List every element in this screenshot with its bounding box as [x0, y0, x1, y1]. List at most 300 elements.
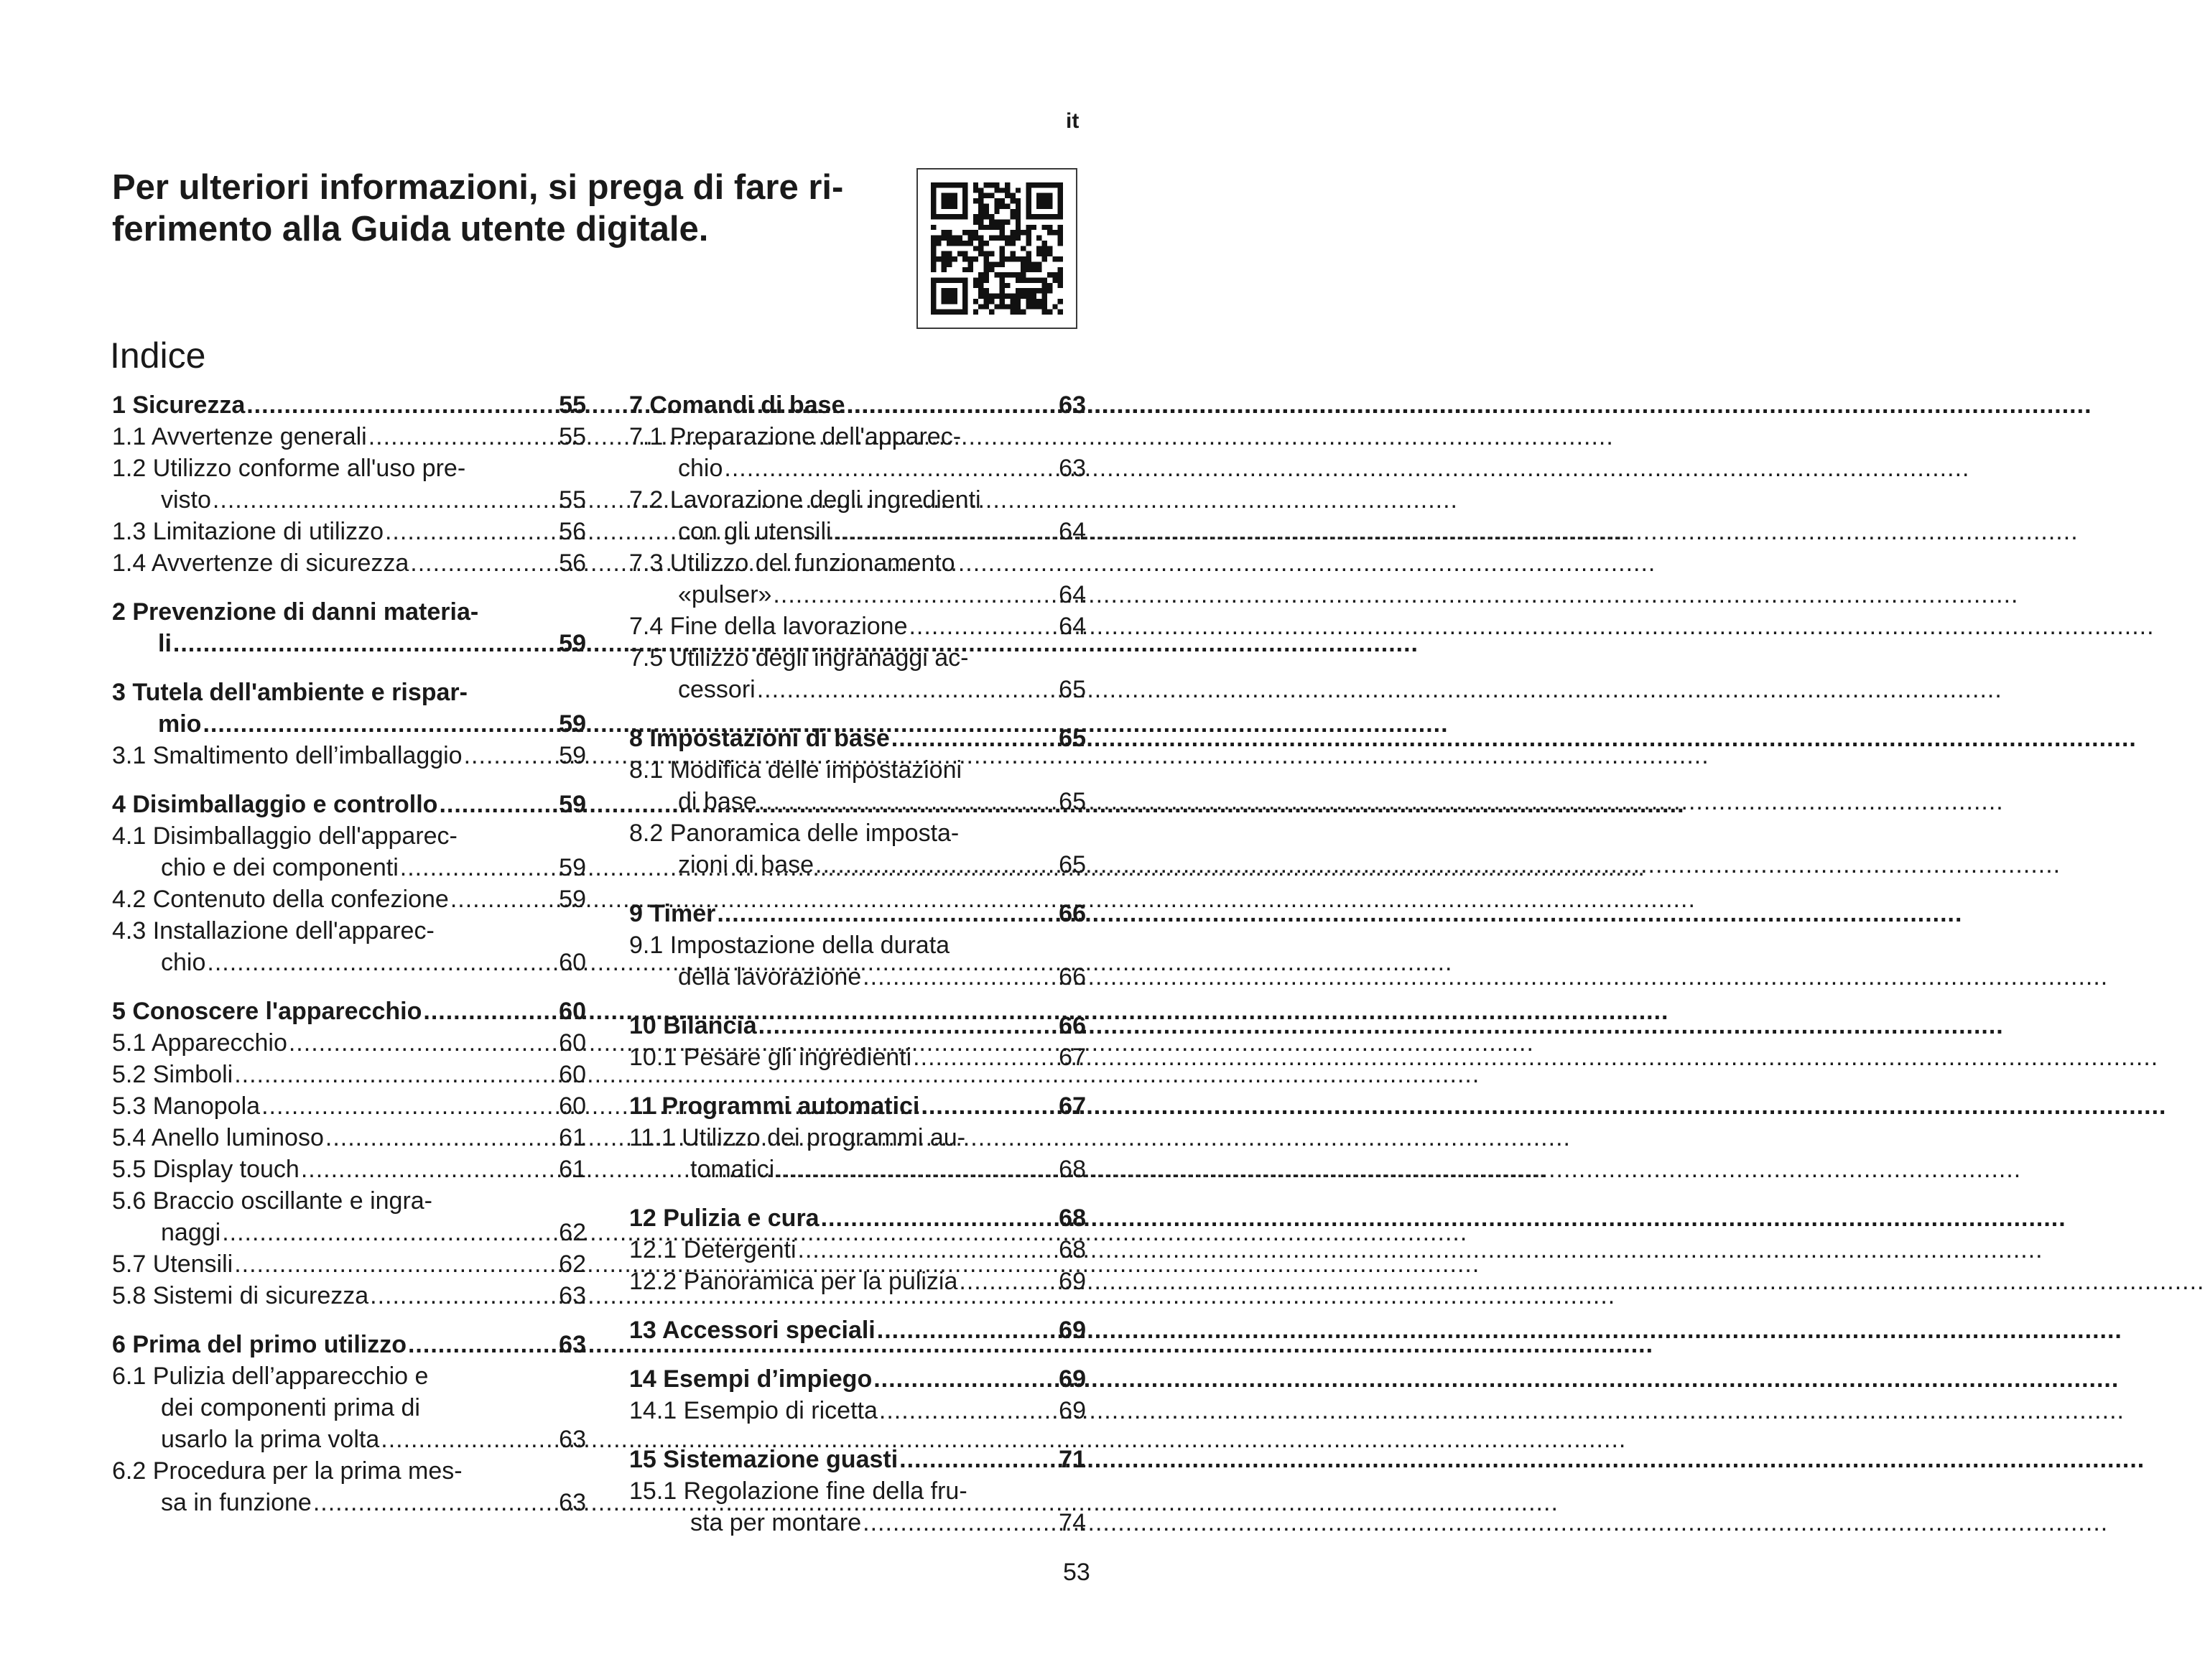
- toc-subsection-entry[interactable]: [112, 547, 586, 579]
- toc-entry-line: [112, 677, 586, 708]
- toc-entry-line: [629, 1010, 1086, 1041]
- toc-subsection-entry[interactable]: [629, 1475, 1086, 1539]
- headline-line: ferimento alla Guida utente digitale.: [112, 210, 709, 249]
- toc-entry-title: Prima del primo utilizzo: [132, 1331, 407, 1358]
- toc-entry-title: visto: [161, 486, 211, 514]
- toc-leader-dots: [173, 628, 550, 659]
- toc-subsection-entry[interactable]: [629, 484, 1086, 547]
- toc-subsection-entry[interactable]: [629, 642, 1086, 705]
- toc-page-number: 60: [559, 949, 586, 976]
- toc-entry-number: 4: [112, 791, 126, 818]
- toc-entry-number: 12.2: [629, 1268, 677, 1295]
- toc-entry-number: 7.2: [629, 486, 664, 514]
- toc-entry-line: [112, 1487, 586, 1518]
- toc-entry-line: [112, 484, 586, 516]
- toc-section: [629, 723, 1086, 881]
- toc-leader-dots: [798, 1234, 1051, 1266]
- toc-entry-line: [629, 484, 1086, 516]
- toc-entry-line: [112, 1154, 586, 1185]
- toc-entry-line: [112, 1185, 586, 1217]
- toc-leader-dots: [408, 1329, 550, 1360]
- toc-section-entry[interactable]: [629, 1010, 1086, 1041]
- toc-subsection-entry[interactable]: [112, 740, 586, 771]
- toc-section: [629, 898, 1086, 993]
- toc-section-entry[interactable]: [629, 723, 1086, 754]
- toc-entry-title: naggi: [161, 1219, 221, 1246]
- toc-entry-number: 4.2: [112, 886, 147, 913]
- toc-entry-title: Sistemi di sicurezza: [152, 1282, 369, 1309]
- toc-entry-title: Utilizzo del funzionamento: [669, 549, 955, 577]
- toc-entry-line: [112, 1217, 586, 1248]
- toc-entry-number: 5: [112, 998, 126, 1025]
- toc-section-entry[interactable]: [629, 1090, 1086, 1122]
- toc-entry-line: [112, 1090, 586, 1122]
- toc-page-number: 59: [559, 630, 586, 657]
- toc-page-number: 59: [559, 742, 586, 769]
- toc-entry-number: 2: [112, 598, 126, 626]
- toc-entry-title: Panoramica delle imposta-: [669, 820, 960, 847]
- toc-entry-title: di base: [678, 788, 757, 815]
- toc-subsection-entry[interactable]: [112, 1090, 586, 1122]
- toc-column-right: [629, 389, 1086, 1556]
- toc-entry-title: Programmi automatici: [662, 1092, 920, 1120]
- toc-entry-title: chio e dei componenti: [161, 854, 399, 881]
- toc-entry-number: 11.1: [629, 1124, 675, 1151]
- toc-section-entry[interactable]: [112, 596, 586, 659]
- toc-entry-title: cessori: [678, 676, 756, 703]
- toc-entry-number: 5.8: [112, 1282, 147, 1309]
- toc-entry-line: [629, 961, 1086, 993]
- toc-subsection-entry[interactable]: [112, 1455, 586, 1518]
- toc-section: [629, 1202, 1086, 1297]
- toc-entry-number: 3.1: [112, 742, 147, 769]
- toc-section-entry[interactable]: [112, 996, 586, 1027]
- toc-entry-number: 5.7: [112, 1250, 147, 1278]
- toc-entry-number: 9.1: [629, 932, 664, 959]
- toc-section-entry[interactable]: [112, 389, 586, 421]
- toc-entry-number: 10: [629, 1012, 656, 1039]
- toc-leader-dots: [381, 1424, 550, 1455]
- toc-page-number: 69: [1059, 1268, 1086, 1295]
- toc-entry-line: [112, 789, 586, 820]
- toc-page-number: 66: [1059, 1012, 1086, 1039]
- toc-entry-title: Avvertenze di sicurezza: [151, 549, 409, 577]
- toc-entry-line: [112, 708, 586, 740]
- toc-entry-line: [629, 1122, 1086, 1154]
- toc-leader-dots: [757, 674, 1050, 705]
- toc-entry-title: Impostazioni di base: [649, 725, 890, 752]
- toc-leader-dots: [464, 740, 551, 771]
- toc-entry-number: 14: [629, 1365, 656, 1393]
- toc-page-number: 59: [559, 854, 586, 881]
- toc-entry-line: [112, 1027, 586, 1059]
- toc-entry-number: 13: [629, 1317, 656, 1344]
- toc-page-number: 64: [1059, 613, 1086, 640]
- toc-section: [112, 389, 586, 579]
- toc-page-number: 56: [559, 549, 586, 577]
- toc-subsection-entry[interactable]: [112, 1360, 586, 1455]
- toc-subsection-entry[interactable]: [629, 547, 1086, 611]
- toc-entry-number: 8.1: [629, 756, 664, 784]
- toc-entry-line: [629, 754, 1086, 786]
- toc-page-number: 69: [1059, 1365, 1086, 1393]
- toc-subsection-entry[interactable]: [112, 915, 586, 978]
- toc-entry-number: 1.4: [112, 549, 147, 577]
- toc-leader-dots: [863, 961, 1050, 993]
- toc-leader-dots: [450, 883, 550, 915]
- toc-entry-number: 5.1: [112, 1029, 147, 1057]
- toc-entry-title: Simboli: [152, 1061, 233, 1088]
- toc-section: [629, 1314, 1086, 1346]
- toc-subsection-entry[interactable]: [112, 1185, 586, 1248]
- toc-page-number: 56: [559, 518, 586, 545]
- toc-subsection-entry[interactable]: [112, 421, 586, 453]
- toc-entry-title: Panoramica per la pulizia: [683, 1268, 958, 1295]
- toc-entry-number: 11: [629, 1092, 655, 1120]
- toc-entry-title: Detergenti: [683, 1236, 797, 1263]
- toc-leader-dots: [959, 1266, 1050, 1297]
- toc-entry-line: [629, 674, 1086, 705]
- toc-entry-title: tomatici: [690, 1156, 775, 1183]
- toc-entry-title: Pesare gli ingredienti: [683, 1044, 912, 1071]
- toc-subsection-entry[interactable]: [112, 1154, 586, 1185]
- toc-entry-line: [112, 1329, 586, 1360]
- toc-leader-dots: [899, 1444, 1050, 1475]
- toc-entry-line: [629, 1234, 1086, 1266]
- toc-entry-line: [112, 996, 586, 1027]
- toc-leader-dots: [724, 453, 1050, 484]
- toc-leader-dots: [921, 1090, 1050, 1122]
- toc-entry-title: Braccio oscillante e ingra-: [152, 1187, 433, 1215]
- toc-page-number: 59: [559, 710, 586, 738]
- toc-entry-number: 10.1: [629, 1044, 677, 1071]
- toc-entry-title: Prevenzione di danni materia-: [132, 598, 479, 626]
- toc-entry-line: [629, 579, 1086, 611]
- toc-entry-title: Disimballaggio e controllo: [132, 791, 438, 818]
- toc-entry-title: Fine della lavorazione: [669, 613, 908, 640]
- toc-leader-dots: [717, 898, 1050, 929]
- toc-entry-line: [629, 421, 1086, 453]
- toc-leader-dots: [773, 579, 1050, 611]
- toc-entry-title: Impostazione della durata: [669, 932, 950, 959]
- toc-section: [112, 677, 586, 771]
- toc-page-number: 66: [1059, 963, 1086, 990]
- toc-entry-number: 5.4: [112, 1124, 147, 1151]
- toc-entry-line: [629, 611, 1086, 642]
- toc-entry-number: 7.4: [629, 613, 664, 640]
- toc-entry-number: 4.1: [112, 822, 147, 850]
- toc-leader-dots: [913, 1041, 1050, 1073]
- toc-section-entry[interactable]: [112, 677, 586, 740]
- toc-subsection-entry[interactable]: [112, 1027, 586, 1059]
- toc-entry-number: 6.2: [112, 1457, 147, 1485]
- toc-entry-number: 4.3: [112, 917, 147, 945]
- toc-entry-number: 1: [112, 391, 126, 419]
- toc-subsection-entry[interactable]: [629, 1234, 1086, 1266]
- toc-entry-number: 7: [629, 391, 643, 419]
- toc-entry-line: [112, 820, 586, 852]
- toc-entry-line: [629, 642, 1086, 674]
- toc-entry-line: [112, 453, 586, 484]
- toc-section-entry[interactable]: [629, 389, 1086, 421]
- toc-entry-line: [112, 1424, 586, 1455]
- toc-leader-dots: [815, 849, 1050, 881]
- toc-entry-line: [629, 723, 1086, 754]
- toc-page-number: 60: [559, 1029, 586, 1057]
- toc-entry-title: Limitazione di utilizzo: [152, 518, 384, 545]
- toc-entry-title: chio: [161, 949, 206, 976]
- toc-entry-line: [112, 516, 586, 547]
- toc-entry-number: 5.3: [112, 1092, 147, 1120]
- toc-page-number: 63: [1059, 455, 1086, 482]
- toc-page-number: 67: [1059, 1092, 1086, 1120]
- toc-section: [629, 1010, 1086, 1073]
- toc-subsection-entry[interactable]: [112, 1122, 586, 1154]
- toc-leader-dots: [400, 852, 550, 883]
- toc-page-number: 68: [1059, 1156, 1086, 1183]
- toc-entry-title: li: [158, 630, 172, 657]
- toc-subsection-entry[interactable]: [112, 1280, 586, 1312]
- toc-page-number: 63: [559, 1331, 586, 1358]
- toc-entry-title: Lavorazione degli ingredienti: [669, 486, 981, 514]
- toc-page-number: 65: [1059, 676, 1086, 703]
- toc-section-entry[interactable]: [629, 898, 1086, 929]
- toc-entry-title: Pulizia dell’apparecchio e: [152, 1363, 429, 1390]
- toc-entry-line: [629, 516, 1086, 547]
- toc-page-number: 71: [1059, 1446, 1086, 1473]
- toc-page-number: 68: [1059, 1236, 1086, 1263]
- toc-subsection-entry[interactable]: [629, 754, 1086, 817]
- toc-subsection-entry[interactable]: [629, 1041, 1086, 1073]
- toc-section-entry[interactable]: [112, 789, 586, 820]
- toc-subsection-entry[interactable]: [629, 1395, 1086, 1426]
- toc-entry-line: [112, 1059, 586, 1090]
- toc-section: [112, 789, 586, 978]
- toc-leader-dots: [846, 389, 1050, 421]
- toc-entry-number: 5.6: [112, 1187, 147, 1215]
- toc-entry-title: Tutela dell'ambiente e rispar-: [132, 679, 468, 706]
- toc-page-number: 65: [1059, 788, 1086, 815]
- toc-entry-title: Esempi d’impiego: [663, 1365, 873, 1393]
- toc-page-number: 55: [559, 486, 586, 514]
- toc-entry-title: Contenuto della confezione: [152, 886, 449, 913]
- toc-entry-title: mio: [158, 710, 202, 738]
- toc-leader-dots: [313, 1487, 550, 1518]
- toc-entry-title: Utensili: [152, 1250, 233, 1278]
- toc-entry-line: [629, 1090, 1086, 1122]
- toc-entry-title: Utilizzo degli ingranaggi ac-: [669, 644, 969, 672]
- toc-subsection-entry[interactable]: [629, 817, 1086, 881]
- toc-page-number: 67: [1059, 1044, 1086, 1071]
- toc-page-number: 59: [559, 886, 586, 913]
- toc-subsection-entry[interactable]: [112, 883, 586, 915]
- toc-entry-title: zioni di base: [678, 851, 814, 878]
- toc-page-number: 61: [559, 1156, 586, 1183]
- toc-entry-number: 5.5: [112, 1156, 147, 1183]
- toc-subsection-entry[interactable]: [629, 421, 1086, 484]
- toc-section-entry[interactable]: [629, 1444, 1086, 1475]
- toc-entry-title: chio: [678, 455, 723, 482]
- toc-entry-number: 14.1: [629, 1397, 677, 1424]
- toc-entry-number: 15: [629, 1446, 656, 1473]
- toc-entry-line: [629, 453, 1086, 484]
- toc-page-number: 55: [559, 423, 586, 450]
- toc-page-number: 62: [559, 1250, 586, 1278]
- toc-entry-title: Sistemazione guasti: [663, 1446, 899, 1473]
- toc-entry-title: Pulizia e cura: [663, 1205, 820, 1232]
- toc-leader-dots: [289, 1027, 550, 1059]
- toc-entry-title: Conoscere l'apparecchio: [132, 998, 422, 1025]
- toc-entry-number: 7.3: [629, 549, 664, 577]
- toc-page-number: 68: [1059, 1205, 1086, 1232]
- toc-entry-line: [629, 1475, 1086, 1507]
- toc-entry-title: Regolazione fine della fru-: [683, 1477, 967, 1505]
- toc-column-left: [112, 389, 586, 1536]
- toc-subsection-entry[interactable]: [629, 929, 1086, 993]
- toc-section: [112, 596, 586, 659]
- toc-leader-dots: [439, 789, 550, 820]
- toc-leader-dots: [410, 547, 550, 579]
- toc-section-entry[interactable]: [112, 1329, 586, 1360]
- toc-leader-dots: [758, 1010, 1051, 1041]
- toc-entry-title: della lavorazione: [678, 963, 862, 990]
- toc-entry-line: [112, 1392, 586, 1424]
- toc-entry-line: [112, 1360, 586, 1392]
- toc-subsection-entry[interactable]: [629, 611, 1086, 642]
- toc-entry-title: Display touch: [152, 1156, 300, 1183]
- toc-entry-line: [112, 628, 586, 659]
- toc-entry-line: [629, 1363, 1086, 1395]
- toc-leader-dots: [222, 1217, 550, 1248]
- toc-section: [629, 1363, 1086, 1426]
- toc-entry-title: Sicurezza: [132, 391, 246, 419]
- toc-entry-number: 8: [629, 725, 643, 752]
- toc-entry-line: [629, 817, 1086, 849]
- toc-title: Indice: [110, 335, 206, 376]
- toc-leader-dots: [423, 996, 550, 1027]
- toc-entry-line: [112, 421, 586, 453]
- toc-entry-title: Smaltimento dell’imballaggio: [152, 742, 463, 769]
- toc-leader-dots: [246, 389, 550, 421]
- toc-entry-line: [629, 786, 1086, 817]
- toc-page-number: 65: [1059, 725, 1086, 752]
- toc-leader-dots: [203, 708, 550, 740]
- toc-entry-title: con gli utensili: [678, 518, 832, 545]
- toc-page-number: 65: [1059, 851, 1086, 878]
- toc-entry-title: Esempio di ricetta: [683, 1397, 878, 1424]
- toc-entry-line: [112, 1280, 586, 1312]
- toc-entry-line: [112, 740, 586, 771]
- toc-section: [112, 1329, 586, 1518]
- toc-section-entry[interactable]: [629, 1202, 1086, 1234]
- toc-leader-dots: [234, 1059, 550, 1090]
- toc-entry-line: [629, 1395, 1086, 1426]
- toc-page-number: 60: [559, 998, 586, 1025]
- qr-code-icon[interactable]: [916, 168, 1077, 329]
- toc-entry-number: 1.1: [112, 423, 147, 450]
- headline-line: Per ulteriori informazioni, si prega di fare ri-: [112, 168, 844, 207]
- toc-entry-title: Utilizzo conforme all'uso pre-: [152, 455, 466, 482]
- toc-entry-title: Preparazione dell'apparec-: [669, 423, 962, 450]
- toc-entry-number: 1.2: [112, 455, 147, 482]
- toc-entry-title: usarlo la prima volta: [161, 1426, 380, 1453]
- toc-entry-title: Disimballaggio dell'apparec-: [152, 822, 458, 850]
- toc-leader-dots: [234, 1248, 550, 1280]
- toc-entry-number: 3: [112, 679, 126, 706]
- toc-entry-number: 5.2: [112, 1061, 147, 1088]
- toc-entry-line: [112, 1248, 586, 1280]
- toc-entry-line: [112, 883, 586, 915]
- toc-page-number: 55: [559, 391, 586, 419]
- toc-entry-line: [112, 947, 586, 978]
- toc-leader-dots: [261, 1090, 550, 1122]
- toc-subsection-entry[interactable]: [112, 820, 586, 883]
- toc-entry-line: [629, 1444, 1086, 1475]
- toc-leader-dots: [909, 611, 1050, 642]
- toc-subsection-entry[interactable]: [112, 453, 586, 516]
- toc-page-number: 60: [559, 1092, 586, 1120]
- toc-entry-number: 9: [629, 900, 643, 927]
- toc-subsection-entry[interactable]: [112, 1248, 586, 1280]
- toc-entry-title: «pulser»: [678, 581, 772, 608]
- toc-entry-title: Procedura per la prima mes-: [152, 1457, 463, 1485]
- toc-entry-line: [629, 1041, 1086, 1073]
- toc-leader-dots: [833, 516, 1051, 547]
- toc-section-entry[interactable]: [629, 1314, 1086, 1346]
- toc-section: [629, 1444, 1086, 1539]
- toc-page-number: 64: [1059, 581, 1086, 608]
- toc-entry-title: Anello luminoso: [151, 1124, 324, 1151]
- toc-entry-line: [112, 1455, 586, 1487]
- toc-leader-dots: [368, 421, 550, 453]
- toc-leader-dots: [873, 1363, 1050, 1395]
- page-number: 53: [1063, 1559, 1090, 1586]
- toc-entry-number: 8.2: [629, 820, 664, 847]
- toc-entry-title: Apparecchio: [151, 1029, 287, 1057]
- toc-page-number: 63: [559, 1426, 586, 1453]
- toc-entry-title: sa in funzione: [161, 1489, 312, 1516]
- toc-section: [112, 996, 586, 1312]
- toc-entry-number: 6.1: [112, 1363, 147, 1390]
- toc-entry-title: Installazione dell'apparec-: [152, 917, 435, 945]
- toc-subsection-entry[interactable]: [112, 1059, 586, 1090]
- toc-entry-number: 6: [112, 1331, 126, 1358]
- toc-section: [629, 389, 1086, 705]
- toc-leader-dots: [213, 484, 550, 516]
- toc-entry-title: Utilizzo dei programmi au-: [682, 1124, 966, 1151]
- toc-subsection-entry[interactable]: [629, 1266, 1086, 1297]
- toc-entry-line: [112, 1122, 586, 1154]
- toc-page-number: 63: [1059, 391, 1086, 419]
- toc-leader-dots: [385, 516, 550, 547]
- toc-page-number: 63: [559, 1489, 586, 1516]
- toc-leader-dots: [370, 1280, 550, 1312]
- toc-entry-line: [629, 1202, 1086, 1234]
- toc-section-entry[interactable]: [629, 1363, 1086, 1395]
- toc-entry-line: [629, 898, 1086, 929]
- toc-entry-title: dei componenti prima di: [161, 1394, 420, 1421]
- toc-entry-title: Timer: [649, 900, 716, 927]
- toc-subsection-entry[interactable]: [112, 516, 586, 547]
- toc-subsection-entry[interactable]: [629, 1122, 1086, 1185]
- toc-entry-title: Manopola: [152, 1092, 261, 1120]
- toc-entry-line: [629, 849, 1086, 881]
- toc-entry-line: [629, 1314, 1086, 1346]
- toc-page-number: 69: [1059, 1317, 1086, 1344]
- toc-entry-title: Accessori speciali: [662, 1317, 876, 1344]
- toc-leader-dots: [207, 947, 550, 978]
- toc-leader-dots: [301, 1154, 550, 1185]
